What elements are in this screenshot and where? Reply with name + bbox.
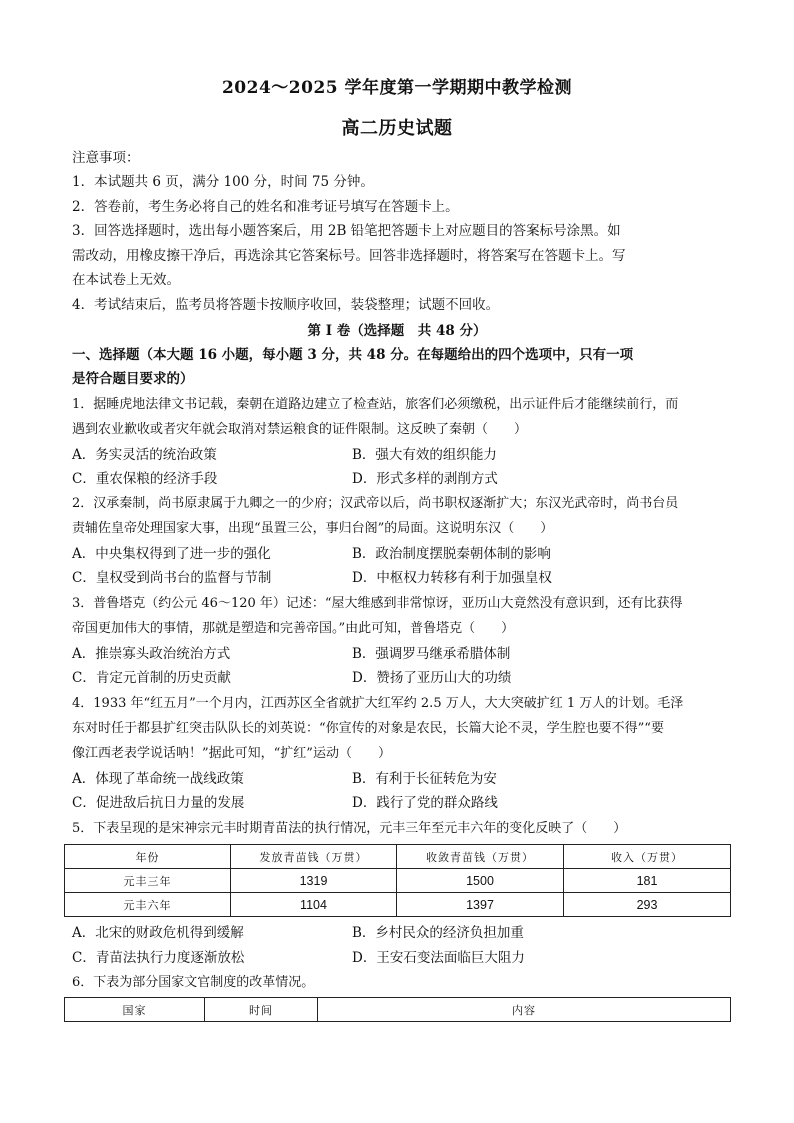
question-3-option-c: C．肯定元首制的历史贡献 — [72, 670, 231, 686]
question-4-option-c: C．促进敌后抗日力量的发展 — [72, 795, 245, 811]
question-3-stem: 3．普鲁塔克（约公元 46～120 年）记述：“屋大维感到非常惊讶，亚历山大竟然没有意识到，还有比获得 — [72, 596, 683, 611]
table-cell: 元丰六年 — [65, 893, 231, 917]
question-2-option-b: B．政治制度摆脱秦朝体制的影响 — [352, 546, 551, 562]
table-cell: 1500 — [397, 869, 564, 893]
question-4-stem: 4．1933 年“红五月”一个月内，江西苏区全省就扩大红军约 2.5 万人，大大突破扩红 1 万人的计划。毛泽 — [72, 696, 684, 711]
section-heading: 一、选择题（本大题 16 小题，每小题 3 分，共 48 分。在每题给出的四个选项中，只有一项 — [72, 347, 634, 363]
table-row — [65, 893, 731, 917]
question-5-table — [64, 844, 731, 917]
question-5-option-a: A．北宋的财政危机得到缓解 — [72, 925, 244, 941]
question-1-option-d: D．形式多样的剥削方式 — [352, 471, 498, 487]
question-1-option-a: A．务实灵活的统治政策 — [72, 447, 217, 463]
notice-item: 1．本试题共 6 页，满分 100 分，时间 75 分钟。 — [72, 174, 374, 190]
notice-item: 4．考试结束后，监考员将答题卡按顺序收回，装袋整理；试题不回收。 — [72, 297, 500, 313]
question-3-option-d: D．赞扬了亚历山大的功绩 — [352, 670, 512, 686]
table-header-cell: 发放青苗钱（万贯） — [231, 845, 397, 869]
question-5-option-d: D．王安石变法面临巨大阻力 — [352, 950, 525, 966]
question-5-option-c: C．青苗法执行力度逐渐放松 — [72, 950, 245, 966]
table-cell: 293 — [564, 893, 731, 917]
question-6-table — [64, 997, 731, 1022]
notice-item: 3．回答选择题时，选出每小题答案后，用 2B 铅笔把答题卡上对应题目的答案标号涂黑。如 — [72, 223, 621, 239]
table-cell: 181 — [564, 869, 731, 893]
part-heading: 第 I 卷（选择题 共 48 分） — [307, 323, 487, 339]
table-header-cell: 收敛青苗钱（万贯） — [397, 845, 564, 869]
table-header-row — [65, 845, 731, 869]
table-row — [65, 869, 731, 893]
table-cell: 元丰三年 — [65, 869, 231, 893]
notice-item: 2．答卷前，考生务必将自己的姓名和准考证号填写在答题卡上。 — [72, 199, 459, 215]
question-1-option-c: C．重农保粮的经济手段 — [72, 471, 218, 487]
notice-item: 需改动，用橡皮擦干净后，再选涂其它答案标号。回答非选择题时，将答案写在答题卡上。写 — [72, 248, 626, 264]
table-header-cell: 收入（万贯） — [564, 845, 731, 869]
question-1-stem: 遇到农业歉收或者灾年就会取消对禁运粮食的证件限制。这反映了秦朝（ ） — [72, 422, 528, 437]
table-header-cell: 内容 — [318, 998, 731, 1022]
question-2-stem: 2．汉承秦制，尚书原隶属于九卿之一的少府；汉武帝以后，尚书职权逐渐扩大；东汉光武帝时，尚书台员 — [72, 496, 679, 511]
question-2-stem: 责辅佐皇帝处理国家大事，出现“虽置三公，事归台阁”的局面。这说明东汉（ ） — [72, 521, 554, 536]
question-3-stem: 帝国更加伟大的事情，那就是塑造和完善帝国。”由此可知，普鲁塔克（ ） — [72, 621, 515, 636]
question-3-option-a: A．推崇寡头政治统治方式 — [72, 646, 231, 662]
question-4-option-b: B．有利于长征转危为安 — [352, 771, 497, 787]
question-5-stem: 5．下表呈现的是宋神宗元丰时期青苗法的执行情况，元丰三年至元丰六年的变化反映了（ ） — [72, 821, 627, 836]
question-6-stem: 6．下表为部分国家文官制度的改革情况。 — [72, 975, 315, 990]
question-4-option-a: A．体现了革命统一战线政策 — [72, 771, 244, 787]
section-heading-cont: 是符合题目要求的） — [72, 371, 194, 387]
table-header-cell: 时间 — [205, 998, 318, 1022]
question-2-option-a: A．中央集权得到了进一步的强化 — [72, 546, 271, 562]
question-1-stem: 1．据睡虎地法律文书记载，秦朝在道路边建立了检查站，旅客们必须缴税，出示证件后才能继续前行，而 — [72, 397, 679, 412]
table-header-row — [65, 998, 731, 1022]
table-cell: 1319 — [231, 869, 397, 893]
table-cell: 1397 — [397, 893, 564, 917]
question-5-option-b: B．乡村民众的经济负担加重 — [352, 925, 524, 941]
table-header-cell: 国家 — [65, 998, 205, 1022]
exam-subtitle: 高二历史试题 — [341, 118, 453, 139]
question-4-option-d: D．践行了党的群众路线 — [352, 795, 498, 811]
question-2-option-d: D．中枢权力转移有利于加强皇权 — [352, 570, 552, 586]
question-2-option-c: C．皇权受到尚书台的监督与节制 — [72, 570, 272, 586]
question-4-stem: 东对时任于都县扩红突击队队长的刘英说：“你宣传的对象是农民，长篇大论不灵，学生腔也要不得”“要 — [72, 721, 664, 736]
notice-item: 在本试卷上无效。 — [72, 272, 180, 288]
exam-title: 2024～2025 学年度第一学期期中教学检测 — [221, 78, 573, 98]
question-3-option-b: B．强调罗马继承希腊体制 — [352, 646, 511, 662]
table-header-cell: 年份 — [65, 845, 231, 869]
notice-heading: 注意事项： — [72, 150, 140, 166]
table-cell: 1104 — [231, 893, 397, 917]
question-4-stem: 像江西老表学说话呐！”据此可知，“扩红”运动（ ） — [72, 746, 391, 761]
question-1-option-b: B．强大有效的组织能力 — [352, 447, 497, 463]
